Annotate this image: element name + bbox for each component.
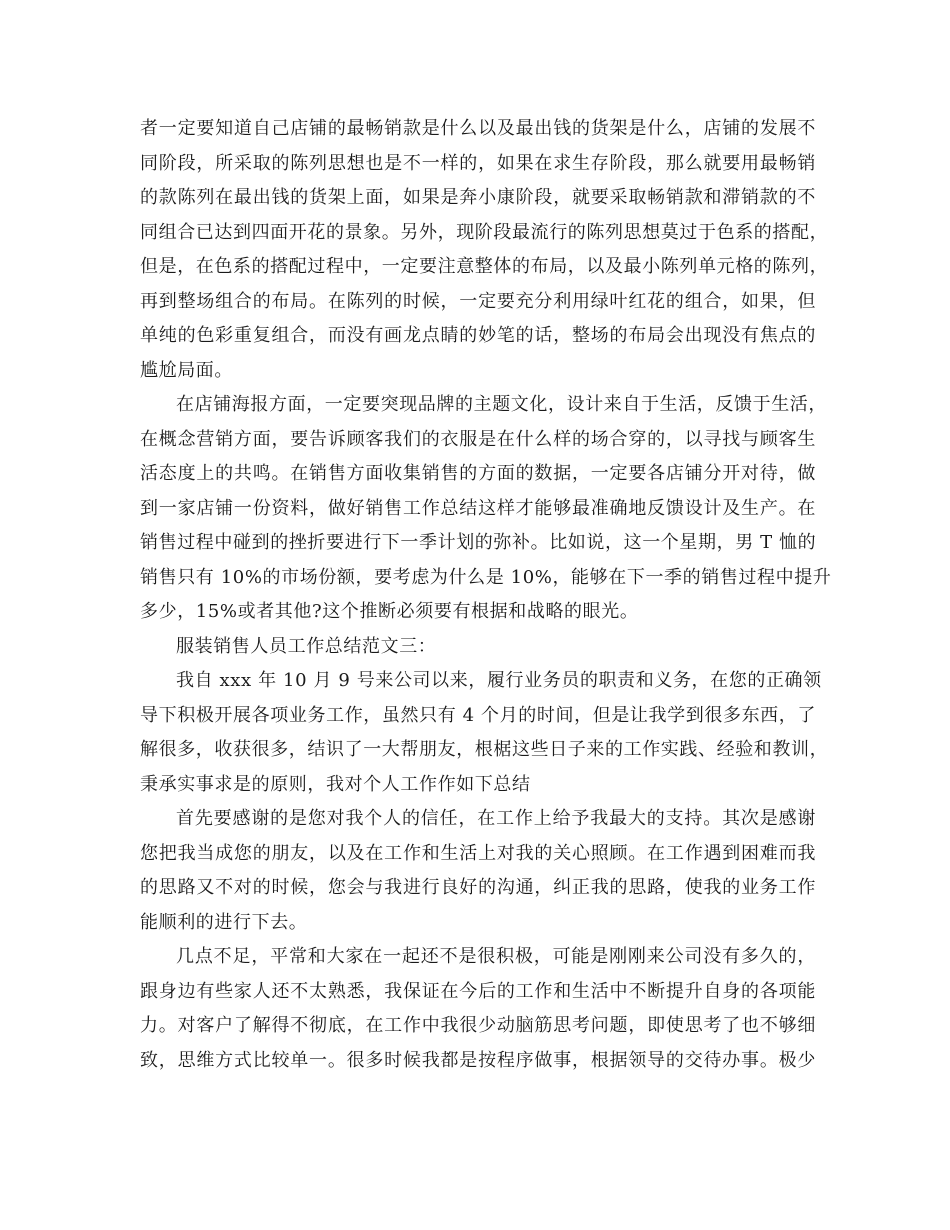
text-line: 在店铺海报方面，一定要突现品牌的主题文化，设计来自于生活，反馈于生活，: [176, 394, 827, 415]
text-line: 活态度上的共鸣。在销售方面收集销售的方面的数据，一定要各店铺分开对待，做: [140, 463, 816, 484]
text-line: 我自 xxx 年 10 月 9 号来公司以来，履行业务员的职责和义务，在您的正确领: [176, 670, 822, 691]
text-line: 销售只有 10%的市场份额，要考虑为什么是 10%，能够在下一季的销售过程中提升: [140, 566, 832, 588]
text-line: 单纯的色彩重复组合，而没有画龙点睛的妙笔的话，整场的布局会出现没有焦点的: [140, 325, 816, 346]
text-line: 几点不足，平常和大家在一起还不是很积极，可能是刚刚来公司没有多久的，: [176, 946, 816, 967]
text-line: 到一家店铺一份资料，做好销售工作总结这样才能够最准确地反馈设计及生产。在: [140, 497, 816, 519]
text-line: 同组合已达到四面开花的景象。另外，现阶段最流行的陈列思想莫过于色系的搭配，: [140, 221, 829, 243]
text-line: 导下积极开展各项业务工作，虽然只有 4 个月的时间，但是让我学到很多东西，了: [140, 704, 816, 726]
text-line: 力。对客户了解得不彻底，在工作中我很少动脑筋思考问题，即使思考了也不够细: [140, 1015, 816, 1036]
text-line: 同阶段，所采取的陈列思想也是不一样的，如果在求生存阶段，那么就要用最畅销: [140, 152, 816, 174]
document-body: [140, 112, 832, 1078]
text-line: 能顺利的进行下去。: [140, 911, 308, 933]
text-line: 再到整场组合的布局。在陈列的时候，一定要充分利用绿叶红花的组合，如果，但: [140, 290, 816, 312]
text-line: 在概念营销方面，要告诉顾客我们的衣服是在什么样的场合穿的，以寻找与顾客生: [140, 428, 816, 450]
text-line: 解很多，收获很多，结识了一大帮朋友，根椐这些日子来的工作实践、经验和教训，: [140, 739, 829, 760]
section-heading: 服装销售人员工作总结范文三：: [176, 635, 437, 657]
text-line: 您把我当成您的朋友，以及在工作和生活上对我的关心照顾。在工作遇到困难而我: [140, 842, 816, 864]
text-line: 但是，在色系的搭配过程中，一定要注意整体的布局，以及最小陈列单元格的陈列，: [140, 256, 829, 277]
text-line: 销售过程中碰到的挫折要进行下一季计划的弥补。比如说，这一个星期，男 T 恤的: [140, 532, 817, 553]
text-line: 秉承实事求是的原则，我对个人工作作如下总结: [140, 773, 531, 795]
text-line: 跟身边有些家人还不太熟悉，我保证在今后的工作和生活中不断提升自身的各项能: [140, 980, 816, 1002]
text-line: 的思路又不对的时候，您会与我进行良好的沟通，纠正我的思路，使我的业务工作: [140, 877, 816, 898]
text-line: 者一定要知道自己店铺的最畅销款是什么以及最出钱的货架是什么，店铺的发展不: [140, 118, 816, 139]
text-line: 首先要感谢的是您对我个人的信任，在工作上给予我最大的支持。其次是感谢: [176, 808, 816, 829]
text-line: 尴尬局面。: [140, 359, 233, 381]
text-line: 致，思维方式比较单一。很多时候我都是按程序做事，根据领导的交待办事。极少: [140, 1049, 816, 1071]
text-line: 多少，15%或者其他?这个推断必须要有根据和战略的眼光。: [140, 601, 639, 622]
text-line: 的款陈列在最出钱的货架上面，如果是奔小康阶段，就要采取畅销款和滞销款的不: [140, 187, 816, 208]
